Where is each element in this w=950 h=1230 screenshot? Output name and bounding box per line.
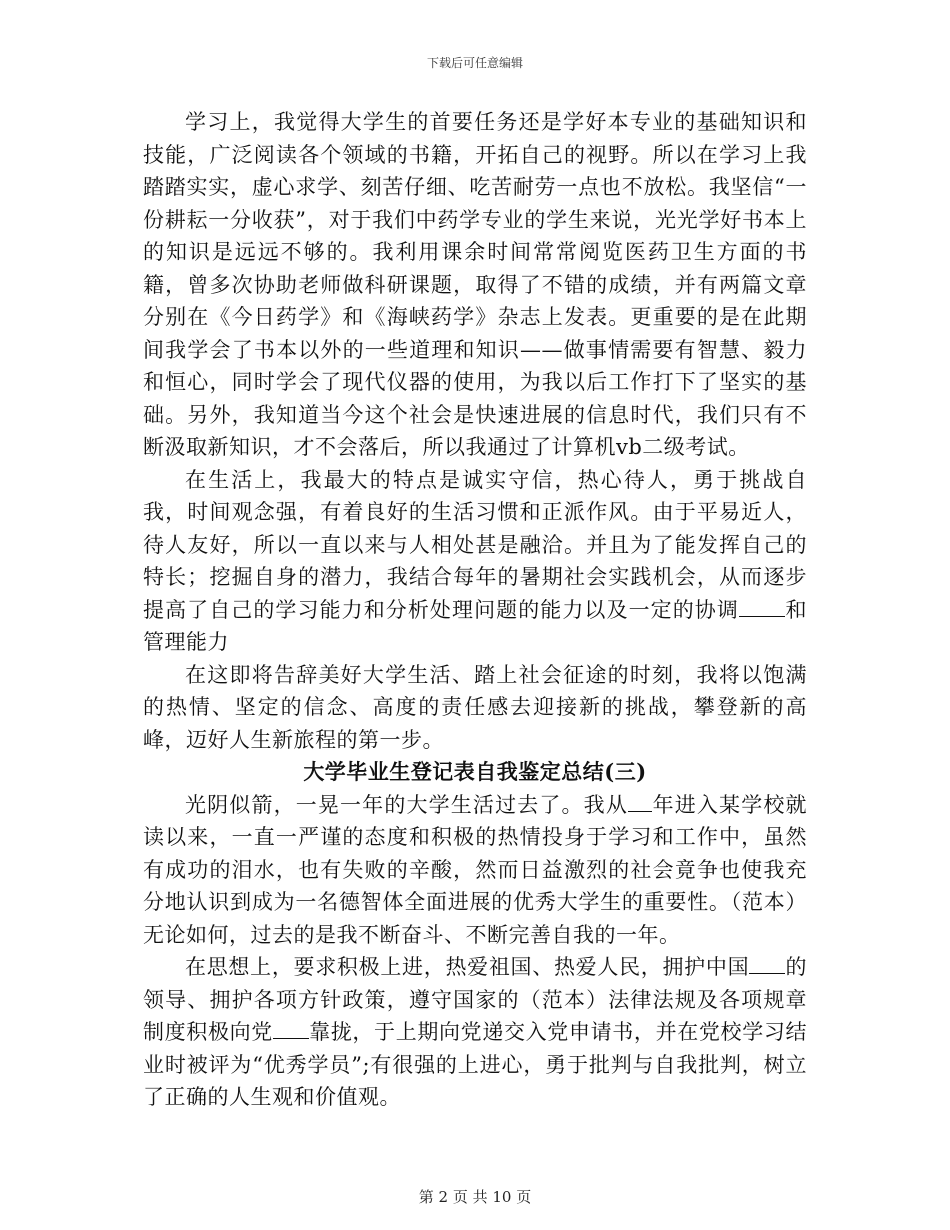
fill-blank	[739, 596, 785, 617]
paragraph-intro	[143, 789, 807, 952]
paragraph-intro-text-1: 光阴似箭，一晃一年的大学生活过去了。我从	[185, 792, 628, 817]
paragraph-thought-text-2: 的领导、拥护各项方针政策，遵守国家的（范本）法律法规及各项规章制度积极向党	[143, 955, 808, 1044]
paragraph-thought	[143, 951, 807, 1114]
fill-blank	[628, 791, 652, 812]
fill-blank	[749, 953, 785, 974]
paragraph-life	[143, 464, 807, 659]
section-title: 大学毕业生登记表自我鉴定总结(三)	[303, 759, 647, 784]
paragraph-thought-text-3: 靠拢，于上期向党递交入党申请书，并在党校学习结业时被评为“优秀学员”;有很强的上进心，勇于批判与自我批判，树立了正确的人生观和价值观。	[143, 1020, 808, 1109]
fill-blank	[273, 1018, 309, 1039]
paragraph-farewell: 在这即将告辞美好大学生活、踏上社会征途的时刻，我将以饱满的热情、坚定的信念、高度的责任感去迎接新的挑战，攀登新的高峰，迈好人生新旅程的第一步。	[143, 662, 807, 752]
paragraph-intro-text-2: 年进入某学校就读以来，一直一严谨的态度和积极的热情投身于学习和工作中，虽然有成功的泪水，也有失败的辛酸，然而日益激烈的社会竟争也使我充分地认识到成为一名德智体全面进展的优秀大学生的重要性。（范本）无论如何，过去的是我不断奋斗、不断完善自我的一年。	[143, 792, 808, 947]
paragraph-study: 学习上，我觉得大学生的首要任务还是学好本专业的基础知识和技能，广泛阅读各个领域的书籍，开拓自己的视野。所以在学习上我踏踏实实，虚心求学、刻苦仔细、吃苦耐劳一点也不放松。我坚信“一份耕耘一分收获”，对于我们中药学专业的学生来说，光光学好书本上的知识是远远不够的。我利用课余时间常常阅览医药卫生方面的书籍，曾多次协助老师做科研课题，取得了不错的成绩，并有两篇文章分别在《今日药学》和《海峡药学》杂志上发表。更重要的是在此期间我学会了书本以外的一些道理和知识——做事情需要有智慧、毅力和恒心，同时学会了现代仪器的使用，为我以后工作打下了坚实的基础。另外，我知道当今这个社会是快速进展的信息时代，我们只有不断汲取新知识，才不会落后，所以我通过了计算机vb二级考试。	[143, 110, 807, 459]
paragraph-life-text-1: 在生活上，我最大的特点是诚实守信，热心待人，勇于挑战自我，时间观念强，有着良好的生活习惯和正派作风。由于平易近人，待人友好，所以一直以来与人相处甚是融洽。并且为了能发挥自己的特长；挖掘自身的潜力，我结合每年的暑期社会实践机会，从而逐步提高了自己的学习能力和分析处理问题的能力以及一定的协调	[143, 467, 807, 622]
page-number: 第 2 页 共 10 页	[418, 1188, 532, 1206]
paragraph-thought-text-1: 在思想上，要求积极上进，热爱祖国、热爱人民，拥护中国	[185, 955, 750, 979]
page-header: 下载后可任意编辑	[426, 56, 523, 70]
document-body	[143, 106, 807, 1114]
paragraph-life-text-2: 和管理能力	[143, 597, 808, 654]
